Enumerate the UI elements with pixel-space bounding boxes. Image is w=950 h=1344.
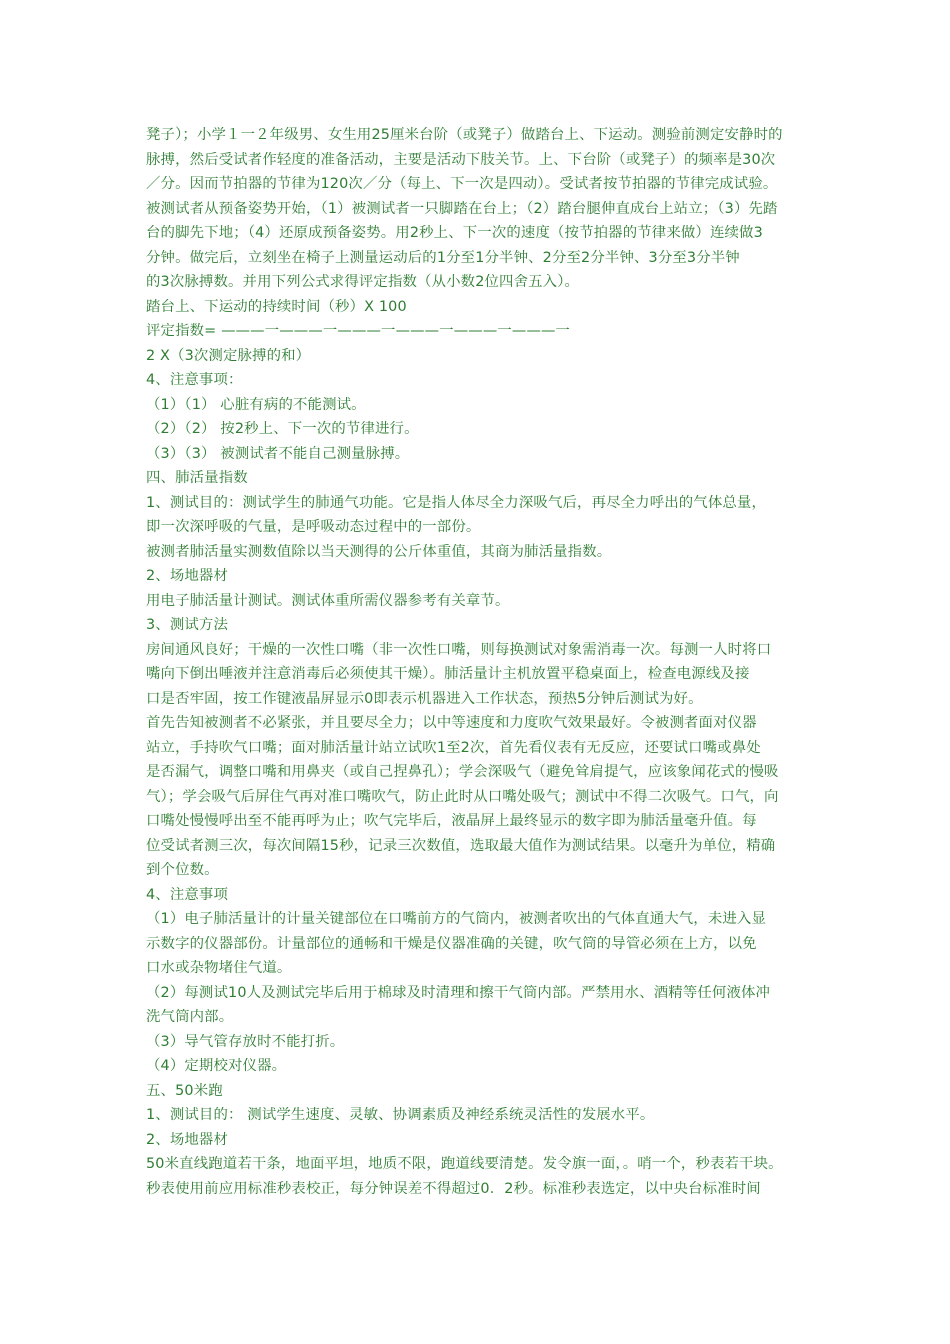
- text-line: 首先告知被测者不必紧张，并且要尽全力；以中等速度和力度吹气效果最好。令被测者面对仪器: [146, 715, 757, 731]
- text-line: 五、50米跑: [146, 1082, 223, 1099]
- text-line: 被测试者从预备姿势开始，（1）被测试者一只脚踏在台上；（2）踏台腿伸直成台上站立；（3）先踏: [146, 200, 778, 217]
- text-line: （2）每测试10人及测试完毕后用于棉球及时清理和擦干气筒内部。严禁用水、酒精等任何液体冲: [146, 984, 771, 1001]
- text-line: 2、场地器材: [146, 1131, 229, 1148]
- text-line: 口是否牢固，按工作键液晶屏显示0即表示机器进入工作状态，预热5分钟后测试为好。: [146, 690, 703, 707]
- text-line: 是否漏气，调整口嘴和用鼻夹（或自己捏鼻孔）；学会深吸气（避免耸肩提气，应该象闻花式的慢吸: [146, 764, 779, 780]
- text-line: 3、测试方法: [146, 617, 229, 633]
- text-line: 2 X（3次测定脉搏的和）: [146, 347, 311, 364]
- text-line: ／分。因而节拍器的节律为120次／分（每上、下一次是四动）。受试者按节拍器的节律完成试验。: [146, 176, 778, 192]
- text-line: 房间通风良好；干燥的一次性口嘴（非一次性口嘴，则每换测试对象需消毒一次。每测一人时将口: [146, 641, 772, 658]
- text-line: 洗气筒内部。: [146, 1009, 234, 1025]
- text-line: 即一次深呼吸的气量，是呼吸动态过程中的一部份。: [146, 519, 481, 535]
- text-line: 气）；学会吸气后屏住气再对准口嘴吹气，防止此时从口嘴处吸气；测试中不得二次吸气。口气，向: [146, 788, 779, 805]
- text-line: 踏台上、下运动的持续时间（秒）X 100: [146, 298, 407, 315]
- text-line: 位受试者测三次，每次间隔15秒，记录三次数值，选取最大值作为测试结果。以毫升为单位，精确: [146, 837, 776, 854]
- text-line: 2、场地器材: [146, 568, 229, 584]
- text-line: 1、测试目的：测试学生的肺通气功能。它是指人体尽全力深吸气后，再尽全力呼出的气体总量，: [146, 494, 767, 511]
- text-line: （3）（3） 被测试者不能自己测量脉搏。: [146, 445, 410, 462]
- text-line: 到个位数。: [146, 862, 219, 878]
- text-line: 站立，手持吹气口嘴；面对肺活量计站立试吹1至2次，首先看仪表有无反应，还要试口嘴或鼻处: [146, 739, 761, 756]
- text-line: 四、肺活量指数: [146, 470, 248, 486]
- text-line: 用电子肺活量计测试。测试体重所需仪器参考有关章节。: [146, 592, 510, 609]
- text-line: （4）定期校对仪器。: [146, 1058, 287, 1074]
- text-line: 秒表使用前应用标准秒表校正，每分钟误差不得超过0．2秒。标准秒表选定，以中央台标准时间: [146, 1180, 761, 1197]
- text-line: 口嘴处慢慢呼出至不能再呼为止；吹气完毕后，液晶屏上最终显示的数字即为肺活量毫升值。每: [146, 813, 757, 829]
- text-line: 嘴向下倒出唾液并注意消毒后必须使其干燥）。肺活量计主机放置平稳桌面上，检查电源线及接: [146, 666, 750, 682]
- text-line: 4、注意事项：: [146, 372, 243, 388]
- text-line: 4、注意事项: [146, 886, 229, 903]
- text-line: （1）电子肺活量计的计量关键部位在口嘴前方的气筒内，被测者吹出的气体直通大气，未进入显: [146, 911, 767, 927]
- text-line: 口水或杂物堵住气道。: [146, 960, 292, 976]
- text-line: 评定指数= ———一———一———一———一———一———一: [146, 323, 571, 339]
- text-line: 1、测试目的： 测试学生速度、灵敏、协调素质及神经系统灵活性的发展水平。: [146, 1107, 655, 1123]
- text-line: （2）（2） 按2秒上、下一次的节律进行。: [146, 421, 419, 437]
- text-line: 分钟。做完后，立刻坐在椅子上测量运动后的1分至1分半钟、2分至2分半钟、3分至3分半钟: [146, 249, 740, 266]
- text-line: （3）导气管存放时不能打折。: [146, 1033, 345, 1050]
- text-line: 脉搏，然后受试者作轻度的准备活动，主要是活动下肢关节。上、下台阶（或凳子）的频率是30次: [146, 151, 776, 168]
- text-line: 被测者肺活量实测数值除以当天测得的公斤体重值，其商为肺活量指数。: [146, 543, 612, 560]
- text-line: 台的脚先下地；（4）还原成预备姿势。用2秒上、下一次的速度（按节拍器的节律来做）连续做3: [146, 225, 763, 241]
- text-line: 示数字的仪器部份。计量部位的通畅和干燥是仪器准确的关键，吹气筒的导管必须在上方，以免: [146, 935, 757, 952]
- text-line: 50米直线跑道若干条，地面平坦，地质不限，跑道线要清楚。发令旗一面，。哨一个，秒表若干块。: [146, 1156, 783, 1172]
- text-line: 凳子）；小学１一２年级男、女生用25厘米台阶（或凳子）做踏台上、下运动。测验前测定安静时的: [146, 127, 783, 143]
- text-line: （1）（1） 心脏有病的不能测试。: [146, 396, 366, 413]
- text-line: 的3次脉搏数。并用下列公式求得评定指数（从小数2位四舍五入）。: [146, 274, 580, 290]
